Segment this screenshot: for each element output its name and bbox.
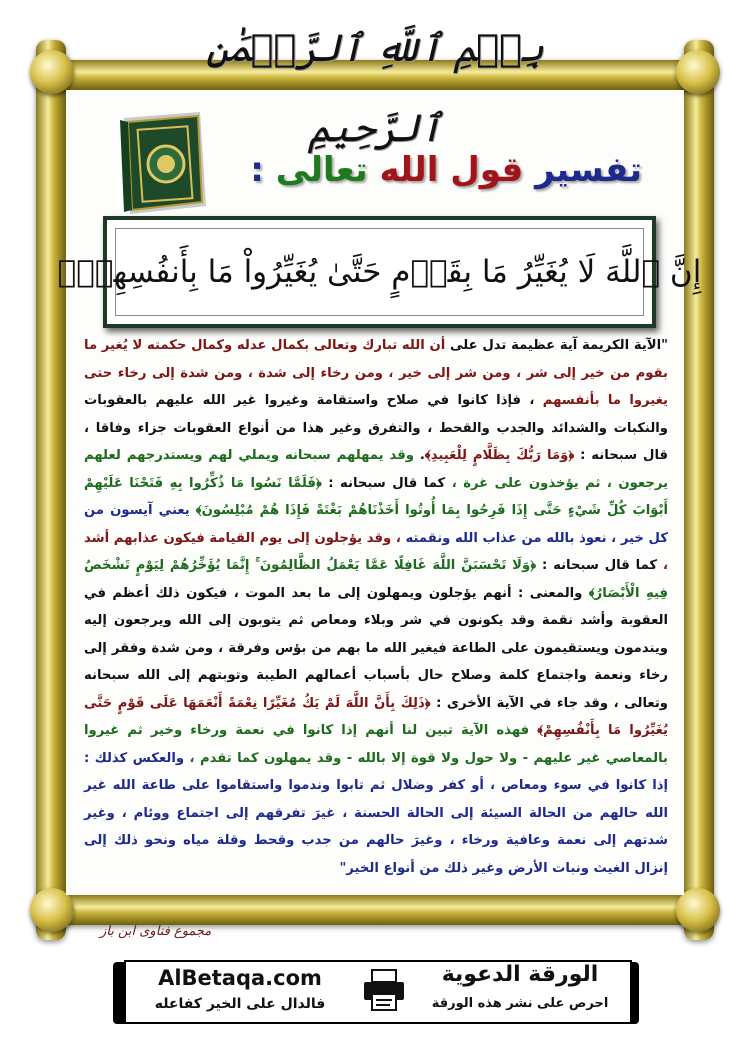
text-segment: أن الله تبارك وتعالى بكمال عدله وكمال حكمته لا يُغير ما بقوم من خير إلى شر ، ومن شر إلى خير ، ومن رخاء إلى شدة ، ومن شدة إلى رخاء حتى يغيروا ما بأنفسهم <box>84 338 669 408</box>
text-segment: ، وقد يؤجلون إلى يوم القيامة فيكون عذابهم أشد ، <box>84 530 669 573</box>
quran-quote: ﴿ذَلِكَ بِأَنَّ اللَّهَ لَمْ يَكُ مُغَيِّرًا نِعْمَةً أَنْعَمَهَا عَلَى قَوْمٍ حَتَّى يُغَيِّرُوا مَا بِأَنْفُسِهِمْ﴾ <box>84 695 668 738</box>
frame-right-bar <box>684 40 714 940</box>
frame-knob <box>676 50 720 94</box>
source-citation: مجموع فتاوى ابن باز <box>100 924 212 939</box>
brand-slogan: احرص على نشر هذه الورقة <box>431 996 609 1011</box>
page-title <box>250 150 642 190</box>
site-slogan: فالدال على الخير كفاعله <box>154 996 326 1012</box>
text-segment: كما قال سبحانه : <box>328 475 446 491</box>
text-segment: فهذه الآية تبين لنا أنهم إذا كانوا في نعمة ورخاء وخير ثم غيروا بالمعاصي غير عليهم - ولا حول ولا قوة إلا بالله - وقد يمهلون كما تقدم ، <box>84 723 669 766</box>
brand-name: الورقة الدعوية <box>441 962 599 987</box>
frame-knob <box>30 50 74 94</box>
text-segment: يعني آيسون من كل خير ، نعوذ بالله من عذاب الله ونقمته <box>84 503 669 546</box>
title-colon: : <box>250 150 264 190</box>
title-word: تفسير <box>535 150 642 190</box>
text-segment: ، فإذا كانوا في صلاح واستقامة وغيروا غير الله عليهم بالعقوبات والنكبات والشدائد والجدب والقحط ، والتفرق وغير هذا من أنواع العقوبات جزاء وفاقا ، قال سبحانه : <box>84 393 669 463</box>
book-icon <box>118 110 210 218</box>
bismillah-calligraphy: بِسۡمِ ٱللَّهِ ٱلرَّحۡمَٰنِ ٱلرَّحِيمِ <box>205 26 545 150</box>
text-segment: "الآية الكريمة آية عظيمة تدل على <box>449 338 668 353</box>
title-word: تعالى <box>275 150 368 190</box>
quran-verse: إِنَّ ٱللَّهَ لَا يُغَيِّرُ مَا بِقَوۡمٍ حَتَّىٰ يُغَيِّرُواْ مَا بِأَنفُسِهِمۡۗ <box>57 254 702 290</box>
verse-box <box>57 216 702 328</box>
quran-quote: ﴿وَلَا تَحْسَبَنَّ اللَّهَ غَافِلًا عَمَّا يَعْمَلُ الظَّالِمُونَ ۚ إِنَّمَا يُؤَخِّرُهُمْ لِيَوْمٍ تَشْخَصُ فِيهِ الْأَبْصَارُ﴾ <box>84 558 668 601</box>
website-link[interactable]: AlBetaqa.com <box>158 966 322 990</box>
printer-icon <box>360 968 408 1012</box>
text-segment: وقد يمهلهم سبحانه ويملي لهم ويستدرجهم لعلهم يرجعون ، ثم يؤخذون على غرة ، <box>84 448 669 491</box>
commentary-text <box>84 332 668 912</box>
text-segment: والمعنى : أنهم يؤجلون ويمهلون إلى ما بعد الموت ، فيكون ذلك أعظم في العقوبة وأشد نقمة وقد يكونون في شر وبلاء ومعاص ثم يتوبون إلى الله ويرجعون إليه ويندمون ويستقيمون على الطاعة فيغير الله ما بهم من بؤس وفرقة ، ومن شدة وفقر إلى رخاء ونعمة واجتماع كلمة وصلاح حال بأسباب أعمالهم الطيبة وتوبتهم إلى الله سبحانه وتعالى ، وقد جاء في الآية الأخرى : <box>84 585 668 711</box>
text-segment: والعكس كذلك : إذا كانوا في سوء ومعاص ، أو كفر وضلال ثم تابوا وندموا واستقاموا على طاعة الله غير الله حالهم من الحالة السيئة إلى الحالة الحسنة ، غيرَ تفرقهم إلى اجتماع ووئام ، وغير شدتهم إلى نعمة وعافية ورخاء ، وغيرَ حالهم من جدب وقحط وقلة مياه ونحو ذلك إلى إنزال الغيث ونبات الأرض وغير ذلك من أنواع الخير" <box>84 750 668 876</box>
text-segment: كما قال سبحانه : <box>541 558 658 573</box>
quran-quote: ﴿وَمَا رَبُّكَ بِظَلَّامٍ لِلْعَبِيدِ﴾ <box>424 448 575 463</box>
quran-quote: ﴿فَلَمَّا نَسُوا مَا ذُكِّرُوا بِهِ فَتَحْنَا عَلَيْهِمْ أَبْوَابَ كُلِّ شَيْءٍ حَتَّى إِذَا فَرِحُوا بِمَا أُوتُوا أَخَذْنَاهُمْ بَغْتَةً فَإِذَا هُمْ مُبْلِسُونَ﴾ <box>84 475 668 518</box>
frame-left-bar <box>36 40 66 940</box>
text-segment: . <box>419 448 425 463</box>
title-word: قول الله <box>379 150 524 190</box>
